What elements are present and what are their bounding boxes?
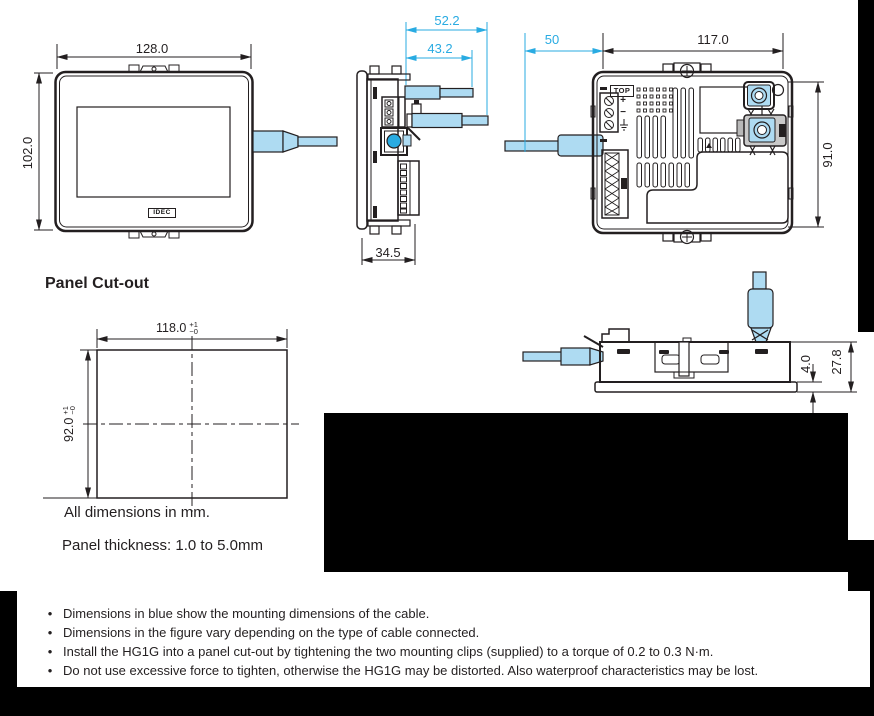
note-text: Dimensions in blue show the mounting dimensions of the cable.: [63, 606, 430, 621]
note-item: [45, 661, 870, 680]
width-tolerance: +1 −0: [189, 320, 198, 336]
panel-cutout-title: Panel Cut-out: [45, 275, 149, 292]
note-text: Dimensions in the figure vary depending on the type of cable connected.: [63, 625, 480, 640]
front-height-dim: 102.0: [20, 136, 35, 170]
note-item: [45, 642, 870, 661]
rear-width-dim: 117.0: [697, 32, 729, 47]
cutout-height-dim: 92.0 +1 −0: [61, 406, 77, 442]
bullet-icon: •: [47, 644, 53, 659]
side-cable-body-dim: 43.2: [427, 41, 453, 56]
side-view: [357, 22, 488, 265]
bottom-depth-dim: 27.8: [829, 349, 844, 375]
side-cable-lower: [407, 114, 488, 128]
side-depth-dim: 34.5: [375, 245, 401, 260]
bullet-icon: •: [47, 663, 53, 678]
vent-dots: [637, 88, 673, 112]
panel-cutout-drawing: [43, 329, 299, 512]
height-tolerance: +1 −0: [61, 406, 77, 415]
side-cable-total-dim: 52.2: [434, 13, 460, 28]
centerlines: [83, 336, 299, 512]
screen: [77, 107, 230, 197]
usb-connector-upper: [744, 82, 774, 119]
usb-connector-lower: [737, 115, 786, 155]
front-cable: [253, 131, 337, 152]
bottom-left-cable: [523, 348, 603, 365]
note-item: [45, 623, 870, 642]
front-width-dim: 128.0: [135, 41, 169, 56]
terminal-minus-symbol: −: [620, 107, 626, 118]
redaction-block-middle: [324, 413, 848, 572]
note-item: [45, 604, 870, 623]
cutout-width-dim: 118.0 +1 −0: [156, 320, 198, 336]
ground-symbol-icon: [620, 119, 628, 130]
footer-notes-box: [17, 591, 870, 687]
rear-cable-clearance-dim: 50: [544, 32, 560, 47]
vent-slots: [637, 88, 740, 187]
side-cable-upper: [405, 86, 473, 99]
idec-logo: IDEC: [148, 208, 176, 218]
bottom-usb-cable: [748, 272, 773, 342]
rear-view: [505, 33, 824, 244]
redaction-block-right-lower: [848, 540, 874, 592]
front-view: [34, 41, 337, 238]
rear-cable: [505, 135, 603, 156]
units-note: All dimensions in mm.: [64, 504, 210, 521]
note-text: Install the HG1G into a panel cut-out by tightening the two mounting clips (supplied) to a torque of 0.2 to 0.3 N·m.: [63, 644, 714, 659]
redaction-block-right: [858, 0, 874, 332]
terminal-plus-symbol: +: [620, 95, 626, 106]
note-text: Do not use excessive force to tighten, otherwise the HG1G may be distorted. Also waterproof characteristics may be lost.: [63, 663, 759, 678]
top-marking: TOP: [610, 85, 634, 97]
bullet-icon: •: [47, 625, 53, 640]
bottom-bezel-dim: 4.0: [798, 354, 813, 374]
thickness-note: Panel thickness: 1.0 to 5.0mm: [62, 537, 263, 554]
rear-height-dim: 91.0: [820, 142, 835, 168]
bullet-icon: •: [47, 606, 53, 621]
